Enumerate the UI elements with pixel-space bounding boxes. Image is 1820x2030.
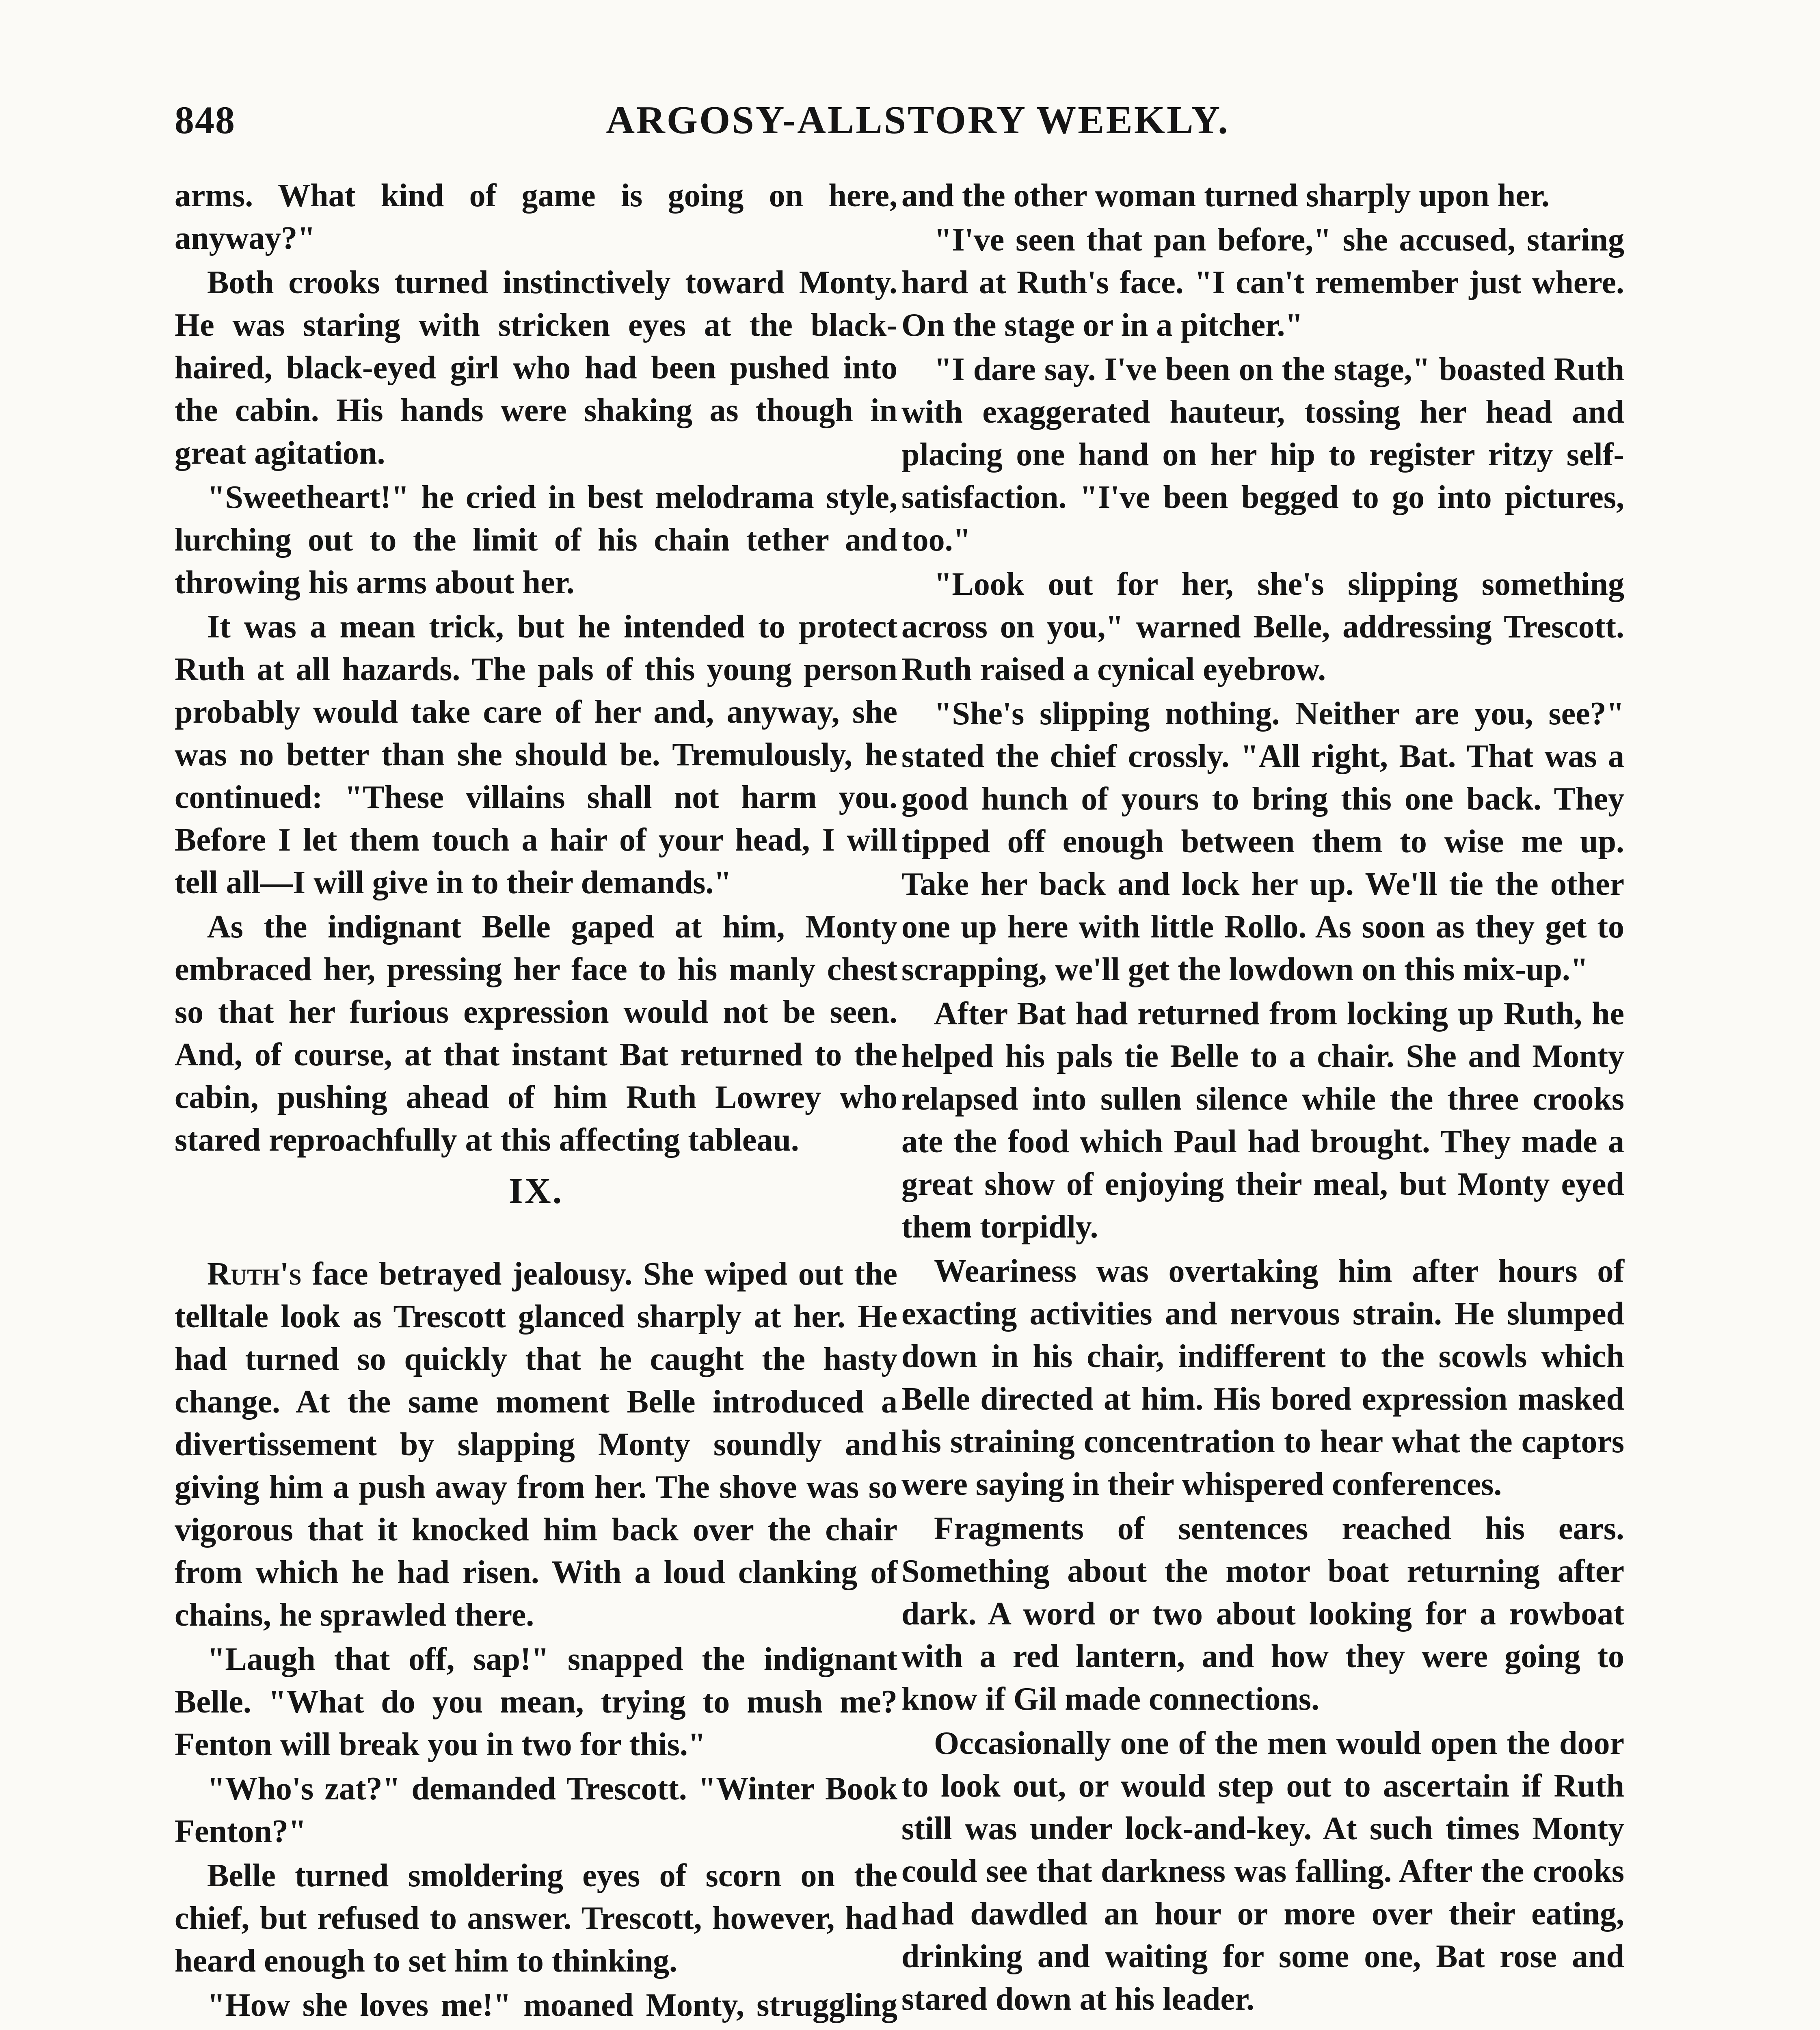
page-number: 848 xyxy=(175,98,236,142)
page-header xyxy=(175,97,1661,166)
paragraph: Belle turned smoldering eyes of scorn on the chief, but refused to answer. Trescott, however, had heard enough to set him to thinking. xyxy=(175,1858,897,1979)
paragraph: "Look out for her, she's slipping something across on you," warned Belle, addressing Trescott. Ruth raised a cynical eyebrow. xyxy=(901,566,1624,687)
paragraph: arms. What kind of game is going on here, anyway?" xyxy=(175,178,897,256)
right-column xyxy=(901,175,1624,2022)
paragraph: "She's slipping nothing. Neither are you, see?" stated the chief crossly. "All right, Bat. That was a good hunch of yours to bring this one back. They tipped off enough between them to wise me up. Take her back and lock her up. We'll tie the other one up here with little Rollo. As soon as they get to scrapping, we'll get the lowdown on this mix-up." xyxy=(901,696,1624,987)
paragraph: "How she loves me!" moaned Monty, struggling xyxy=(207,1987,897,2023)
paragraph xyxy=(175,1253,897,1637)
paragraph: "I dare say. I've been on the stage," boasted Ruth with exaggerated hauteur, tossing her head and placing one hand on her hip to register ritzy self-satisfaction. "I've been begged to go into pictures, too." xyxy=(901,352,1624,558)
paragraph: Occasionally one of the men would open the door to look out, or would step out to ascertain if Ruth still was under lock-and-key. At such times Monty could see that darkness was falling. After the crooks had dawdled an hour or more over their eating, drinking and waiting for some one, Bat rose and stared down at his leader. xyxy=(901,1726,1624,2017)
paragraph: After Bat had returned from locking up Ruth, he helped his pals tie Belle to a chair. She and Monty relapsed into sullen silence while the three crooks ate the food which Paul had brought. They made a great show of enjoying their meal, but Monty eyed them torpidly. xyxy=(901,996,1624,1245)
section-heading: IX. xyxy=(508,1171,564,1211)
paragraph: "Laugh that off, sap!" snapped the indignant Belle. "What do you mean, trying to mush me? Fenton will break you in two for this." xyxy=(175,1641,897,1762)
paragraph: "Who's zat?" demanded Trescott. "Winter Book Fenton?" xyxy=(175,1771,897,1849)
paragraph: "Sweetheart!" he cried in best melodrama style, lurching out to the limit of his chain tether and throwing his arms about her. xyxy=(175,479,897,600)
paragraph: "I've seen that pan before," she accused, staring hard at Ruth's face. "I can't remember just where. On the stage or in a pitcher." xyxy=(901,222,1624,343)
smallcaps-lead: Ruth's xyxy=(207,1256,302,1292)
paragraph: Both crooks turned instinctively toward Monty. He was staring with stricken eyes at the black-haired, black-eyed girl who had been pushed into the cabin. His hands were shaking as though in great agitation. xyxy=(175,265,897,471)
paragraph: As the indignant Belle gaped at him, Monty embraced her, pressing her face to his manly chest so that her furious expression would not be seen. And, of course, at that instant Bat returned to the cabin, pushing ahead of him Ruth Lowrey who stared reproachfully at this affecting tableau. xyxy=(175,909,897,1158)
paragraph: Weariness was overtaking him after hours of exacting activities and nervous strain. He slumped down in his chair, indifferent to the scowls which Belle directed at him. His bored expression masked his straining concentration to hear what the captors were saying in their whispered conferences. xyxy=(901,1253,1624,1502)
paragraph: It was a mean trick, but he intended to protect Ruth at all hazards. The pals of this young person probably would take care of her and, anyway, she was no better than she should be. Tremulously, he continued: "These villains shall not harm you. Before I let them touch a hair of your head, I will tell all—I will give in to their demands." xyxy=(175,609,897,901)
paragraph-text: face betrayed jealousy. She wiped out the telltale look as Trescott glanced sharply at her. He had turned so quickly that he caught the hasty change. At the same moment Belle introduced a divertissement by slapping Monty soundly and giving him a push away from her. The shove was so vigorous that it knocked him back over the chair from which he had risen. With a loud clanking of chains, he sprawled there. xyxy=(175,1256,897,1633)
paragraph: and the other woman turned sharply upon her. xyxy=(901,178,1550,214)
paragraph: Fragments of sentences reached his ears. Something about the motor boat returning after dark. A word or two about looking for a rowboat with a red lantern, and how they were going to know if Gil made connections. xyxy=(901,1511,1624,1717)
running-title: ARGOSY-ALLSTORY WEEKLY. xyxy=(606,98,1230,142)
left-column xyxy=(175,175,897,2030)
